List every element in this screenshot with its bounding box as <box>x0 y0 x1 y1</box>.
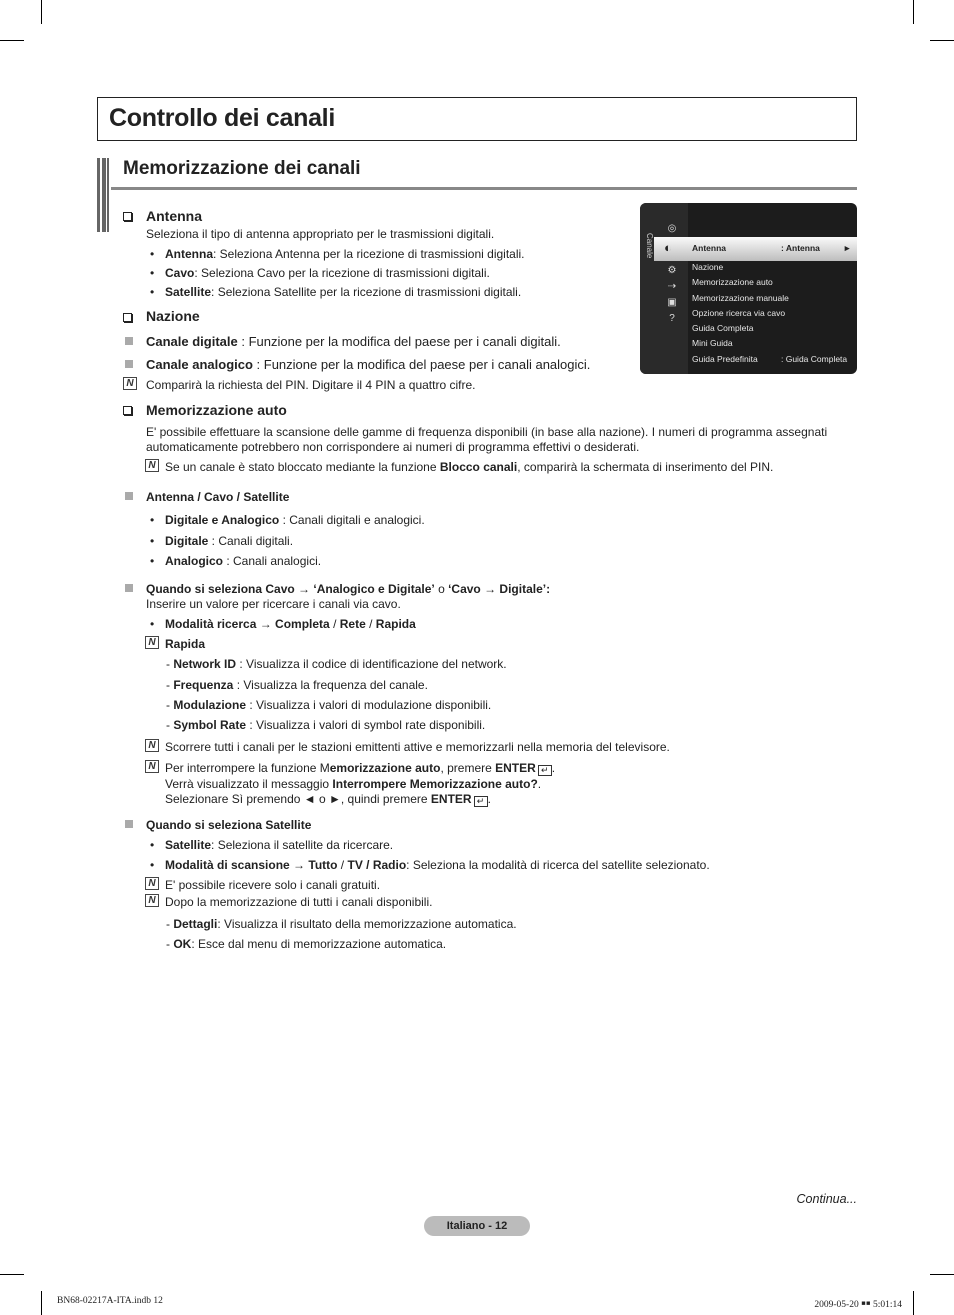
date-slug: 2009-05-20 ￭￭ 5:01:14 <box>814 1300 902 1310</box>
bullet-icon: • <box>150 247 155 261</box>
list-item: Digitale : Canali digitali. <box>165 534 294 548</box>
page-title: Controllo dei canali <box>109 104 335 132</box>
dash-item: - Network ID : Visualizza il codice di identificazione del network. <box>166 657 507 671</box>
memo-desc-line2: automaticamente potrebbero non corrispondere ai numeri di programma effettivi o desiderati. <box>146 440 640 454</box>
bullet-icon: • <box>150 534 155 548</box>
square-bullet-icon <box>125 337 133 345</box>
list-item: Canale digitale : Funzione per la modifica del paese per i canali digitali. <box>146 334 561 349</box>
dash-item: - Frequenza : Visualizza la frequenza del canale. <box>166 678 428 692</box>
square-bullet-icon <box>125 584 133 592</box>
list-item: Cavo: Seleziona Cavo per la ricezione di trasmissioni digitali. <box>165 266 490 280</box>
note-text: Dopo la memorizzazione di tutti i canali disponibili. <box>165 895 433 909</box>
enter-icon: ↵ <box>538 765 552 776</box>
note-text: E' possibile ricevere solo i canali gratuiti. <box>165 878 381 892</box>
crop-mark <box>0 40 24 41</box>
help-icon: ? <box>669 313 675 324</box>
dash-item: - Modulazione : Visualizza i valori di modulazione disponibili. <box>166 698 492 712</box>
bullet-icon: • <box>150 554 155 568</box>
dash-item: - OK: Esce dal menu di memorizzazione automatica. <box>166 937 447 951</box>
note-text: Rapida <box>165 637 206 651</box>
heading-memorizzazione-auto: Memorizzazione auto <box>146 402 287 418</box>
menu-item: Guida Predefinita <box>692 354 758 364</box>
arrow-right-icon: ► <box>843 243 852 253</box>
heading-antenna: Antenna <box>146 208 202 224</box>
section-bars <box>97 158 111 232</box>
menu-selected-row <box>654 237 857 261</box>
note-icon: N <box>145 760 159 773</box>
bullet-icon: • <box>150 858 155 872</box>
checkbox-icon <box>123 313 132 322</box>
bullet-icon: • <box>150 266 155 280</box>
list-item: Canale analogico : Funzione per la modifica del paese per i canali analogici. <box>146 357 591 372</box>
bullet-icon: • <box>150 617 155 631</box>
gear-icon: ⚙ <box>667 265 677 276</box>
note-text: Comparirà la richiesta del PIN. Digitare il 4 PIN a quattro cifre. <box>146 378 476 392</box>
menu-item: Memorizzazione auto <box>692 277 773 287</box>
list-item: Modalità di scansione → Tutto / TV / Radio: Seleziona la modalità di ricerca del satellite selezionato. <box>165 858 710 872</box>
app-icon: ▣ <box>667 297 677 308</box>
satellite-dish-icon: ◐ <box>664 240 672 255</box>
menu-item: Opzione ricerca via cavo <box>692 308 786 318</box>
crop-mark <box>930 1274 954 1275</box>
antenna-desc: Seleziona il tipo di antenna appropriato per le trasmissioni digitali. <box>146 227 495 241</box>
note-icon: N <box>145 894 159 907</box>
menu-item: Guida Completa <box>692 323 754 333</box>
note-text: Per interrompere la funzione Memorizzazione auto, premere ENTER ↵ . <box>165 761 556 775</box>
menu-item: Mini Guida <box>692 338 733 348</box>
note-icon: N <box>123 377 137 390</box>
crop-mark <box>913 1291 914 1315</box>
bullet-icon: • <box>150 838 155 852</box>
checkbox-icon <box>123 212 132 221</box>
note-icon: N <box>145 739 159 752</box>
list-item: Satellite: Seleziona Satellite per la ricezione di trasmissioni digitali. <box>165 285 522 299</box>
dash-item: - Dettagli: Visualizza il risultato della memorizzazione automatica. <box>166 917 517 931</box>
square-bullet-icon <box>125 360 133 368</box>
note-icon: N <box>145 877 159 890</box>
crop-mark <box>41 1291 42 1315</box>
menu-item: Memorizzazione manuale <box>692 293 789 303</box>
continue-label: Continua... <box>796 1192 857 1206</box>
crop-mark <box>930 40 954 41</box>
file-slug: BN68-02217A-ITA.indb 12 <box>57 1296 163 1306</box>
menu-item: Nazione <box>692 262 724 272</box>
menu-item-value: : Guida Completa <box>781 354 848 364</box>
square-bullet-icon <box>125 492 133 500</box>
note-text: Verrà visualizzato il messaggio Interrompere Memorizzazione auto?. <box>165 777 542 791</box>
list-item: Analogico : Canali analogici. <box>165 554 322 568</box>
heading-nazione: Nazione <box>146 308 200 324</box>
crop-mark <box>0 1274 24 1275</box>
section-title: Memorizzazione dei canali <box>123 158 361 179</box>
enter-icon: ↵ <box>474 796 488 807</box>
memo-desc-line1: E' possibile effettuare la scansione delle gamme di frequenza disponibili (in base alla nazione). I numeri di programma assegnati <box>146 425 828 439</box>
subsection-title: Quando si seleziona Satellite <box>146 818 312 832</box>
section-rule <box>111 187 857 190</box>
checkbox-icon <box>123 406 132 415</box>
note-text: Selezionare Sì premendo ◄ o ►, quindi premere ENTER ↵ . <box>165 792 491 806</box>
dash-item: - Symbol Rate : Visualizza i valori di symbol rate disponibili. <box>166 718 486 732</box>
subsection-title: Antenna / Cavo / Satellite <box>146 490 290 504</box>
note-text: Se un canale è stato bloccato mediante la funzione Blocco canali, comparirà la schermata di inserimento del PIN. <box>165 460 774 474</box>
crop-mark <box>913 0 914 24</box>
menu-category-label: Canale <box>645 233 654 259</box>
menu-sidebar <box>640 203 688 374</box>
bullet-icon: • <box>150 513 155 527</box>
list-item: Antenna: Seleziona Antenna per la ricezione di trasmissioni digitali. <box>165 247 525 261</box>
picture-icon: ◎ <box>667 223 677 234</box>
page-title-box <box>97 97 857 141</box>
page-number: Italiano - 12 <box>424 1216 530 1236</box>
tv-menu-screenshot <box>640 203 857 374</box>
bullet-icon: • <box>150 285 155 299</box>
crop-mark <box>41 0 42 24</box>
menu-selected-value: : Antenna <box>781 243 820 253</box>
list-item: Digitale e Analogico : Canali digitali e analogici. <box>165 513 425 527</box>
input-icon: ⇢ <box>667 281 677 292</box>
note-icon: N <box>145 459 159 472</box>
note-text: Scorrere tutti i canali per le stazioni emittenti attive e memorizzarli nella memoria del televisore. <box>165 740 670 754</box>
menu-selected-label: Antenna <box>692 243 726 253</box>
list-item: Modalità ricerca → Completa / Rete / Rapida <box>165 617 416 631</box>
note-icon: N <box>145 636 159 649</box>
subsection-desc: Inserire un valore per ricercare i canali via cavo. <box>146 597 401 611</box>
list-item: Satellite: Seleziona il satellite da ricercare. <box>165 838 394 852</box>
square-bullet-icon <box>125 820 133 828</box>
subsection-title: Quando si seleziona Cavo → ‘Analogico e Digitale’ o ‘Cavo → Digitale’: <box>146 582 551 596</box>
